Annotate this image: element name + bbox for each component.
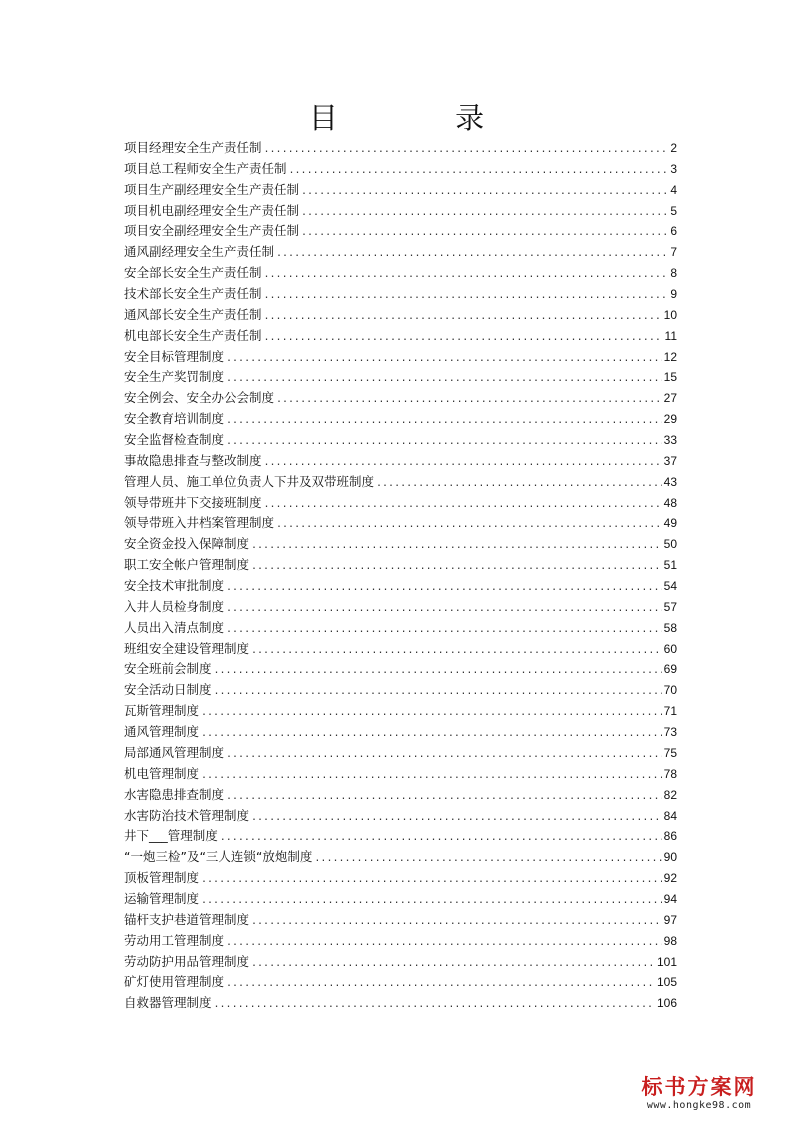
toc-entry-title: 运输管理制度: [124, 890, 200, 906]
toc-entry-title: 井下___管理制度: [124, 828, 218, 844]
toc-entry-page-number: 75: [663, 745, 677, 760]
toc-entry-page-number: 10: [663, 307, 677, 322]
toc-dot-leader: [251, 557, 662, 578]
toc-dot-leader: [289, 161, 669, 182]
toc-entry[interactable]: [124, 201, 677, 222]
toc-entry[interactable]: [124, 326, 677, 347]
toc-entry-page-number: 54: [663, 579, 677, 594]
toc-entry-title: 顶板管理制度: [124, 870, 200, 886]
watermark-url: www.hongke98.com: [646, 1100, 752, 1111]
toc-entry-page-number: 4: [670, 182, 677, 197]
toc-entry[interactable]: [124, 409, 677, 430]
toc-dot-leader: [301, 182, 668, 203]
toc-dot-leader: [264, 265, 669, 286]
watermark-logo: [619, 1074, 779, 1112]
toc-entry-page-number: 49: [663, 516, 677, 531]
toc-entry[interactable]: [124, 242, 677, 263]
toc-entry[interactable]: [124, 472, 677, 493]
toc-entry[interactable]: [124, 743, 677, 764]
toc-entry-title: 矿灯使用管理制度: [124, 974, 225, 990]
toc-entry-page-number: 69: [663, 662, 677, 677]
toc-dot-leader: [251, 536, 662, 557]
toc-entry-title: 领导带班井下交接班制度: [124, 494, 262, 510]
toc-entry[interactable]: [124, 347, 677, 368]
toc-entry-title: 安全监督检查制度: [124, 432, 225, 448]
toc-entry-title: 安全班前会制度: [124, 661, 212, 677]
toc-dot-leader: [314, 849, 661, 870]
toc-entry-title: 锚杆支护巷道管理制度: [124, 911, 250, 927]
toc-dot-leader: [376, 474, 662, 495]
toc-dot-leader: [264, 286, 669, 307]
toc-dot-leader: [264, 307, 662, 328]
toc-entry-page-number: 60: [663, 641, 677, 656]
toc-entry-title: 安全目标管理制度: [124, 348, 225, 364]
toc-dot-leader: [201, 766, 662, 787]
toc-entry[interactable]: [124, 931, 677, 952]
toc-entry[interactable]: [124, 367, 677, 388]
toc-entry-title: 班组安全建设管理制度: [124, 640, 250, 656]
toc-entry[interactable]: [124, 764, 677, 785]
toc-entry-title: 项目安全副经理安全生产责任制: [124, 223, 300, 239]
toc-entry-page-number: 27: [663, 391, 677, 406]
toc-dot-leader: [201, 703, 662, 724]
toc-entry[interactable]: [124, 868, 677, 889]
toc-entry-title: 管理人员、施工单位负责人下井及双带班制度: [124, 473, 375, 489]
toc-entry[interactable]: [124, 847, 677, 868]
toc-entry-page-number: 51: [663, 558, 677, 573]
toc-entry-title: 安全例会、安全办公会制度: [124, 390, 275, 406]
toc-entry-title: 安全生产奖罚制度: [124, 369, 225, 385]
toc-entry[interactable]: [124, 910, 677, 931]
toc-entry-page-number: 8: [670, 266, 677, 281]
page-title: 目 录: [308, 101, 539, 135]
toc-entry-page-number: 9: [670, 287, 677, 302]
toc-entry-title: 劳动用工管理制度: [124, 932, 225, 948]
toc-entry[interactable]: [124, 618, 677, 639]
toc-dot-leader: [276, 390, 662, 411]
toc-entry[interactable]: [124, 659, 677, 680]
toc-entry[interactable]: [124, 451, 677, 472]
toc-dot-leader: [226, 933, 662, 954]
toc-dot-leader: [214, 995, 655, 1016]
toc-entry-page-number: 50: [663, 537, 677, 552]
toc-dot-leader: [226, 974, 655, 995]
toc-entry-page-number: 71: [663, 704, 677, 719]
toc-entry[interactable]: [124, 534, 677, 555]
toc-dot-leader: [251, 641, 662, 662]
toc-entry-title: 事故隐患排查与整改制度: [124, 452, 262, 468]
toc-entry-page-number: 29: [663, 412, 677, 427]
toc-entry-title: 安全活动日制度: [124, 682, 212, 698]
toc-entry-page-number: 48: [663, 495, 677, 510]
toc-entry[interactable]: [124, 388, 677, 409]
toc-dot-leader: [214, 661, 662, 682]
toc-dot-leader: [220, 828, 662, 849]
toc-entry-page-number: 70: [663, 683, 677, 698]
toc-entry[interactable]: [124, 701, 677, 722]
toc-dot-leader: [226, 349, 662, 370]
toc-entry-title: 领导带班入井档案管理制度: [124, 515, 275, 531]
toc-dot-leader: [226, 432, 662, 453]
toc-dot-leader: [201, 724, 662, 745]
toc-entry-title: 入井人员检身制度: [124, 598, 225, 614]
toc-entry[interactable]: [124, 430, 677, 451]
toc-entry[interactable]: [124, 493, 677, 514]
toc-entry-page-number: 58: [663, 620, 677, 635]
toc-entry[interactable]: [124, 221, 677, 242]
toc-entry[interactable]: [124, 826, 677, 847]
toc-entry-page-number: 94: [663, 891, 677, 906]
toc-entry[interactable]: [124, 972, 677, 993]
toc-entry-title: 通风管理制度: [124, 724, 200, 740]
toc-entry-title: 劳动防护用品管理制度: [124, 953, 250, 969]
toc-entry[interactable]: [124, 785, 677, 806]
toc-entry-page-number: 92: [663, 871, 677, 886]
watermark-name: 标书方案网: [641, 1074, 757, 1099]
toc-entry-page-number: 82: [663, 787, 677, 802]
toc-entry-title: 瓦斯管理制度: [124, 703, 200, 719]
toc-entry-title: 机电部长安全生产责任制: [124, 327, 262, 343]
toc-dot-leader: [201, 870, 662, 891]
toc-dot-leader: [226, 599, 662, 620]
toc-dot-leader: [264, 453, 662, 474]
toc-entry-page-number: 5: [670, 203, 677, 218]
toc-entry-title: 职工安全帐户管理制度: [124, 557, 250, 573]
toc-entry-title: 安全教育培训制度: [124, 411, 225, 427]
toc-entry[interactable]: [124, 180, 677, 201]
toc-dot-leader: [226, 369, 662, 390]
toc-entry-page-number: 97: [663, 912, 677, 927]
toc-entry[interactable]: [124, 639, 677, 660]
toc-entry-title: 人员出入清点制度: [124, 619, 225, 635]
toc-entry[interactable]: [124, 555, 677, 576]
table-of-contents: [124, 138, 677, 1014]
toc-entry-title: “一炮三检”及“三人连锁“放炮制度: [124, 849, 313, 865]
toc-dot-leader: [276, 515, 662, 536]
toc-entry-title: 项目生产副经理安全生产责任制: [124, 181, 300, 197]
toc-entry[interactable]: [124, 159, 677, 180]
toc-dot-leader: [226, 578, 662, 599]
toc-entry[interactable]: [124, 284, 677, 305]
toc-dot-leader: [301, 223, 668, 244]
toc-entry-title: 机电管理制度: [124, 765, 200, 781]
toc-entry-page-number: 105: [656, 975, 677, 990]
toc-entry-page-number: 101: [656, 954, 677, 969]
toc-entry-title: 安全技术审批制度: [124, 578, 225, 594]
toc-entry-page-number: 73: [663, 725, 677, 740]
toc-entry[interactable]: [124, 993, 677, 1014]
toc-entry[interactable]: [124, 806, 677, 827]
toc-entry[interactable]: [124, 722, 677, 743]
toc-entry-page-number: 12: [663, 349, 677, 364]
toc-entry-title: 项目经理安全生产责任制: [124, 140, 262, 155]
toc-entry-title: 项目机电副经理安全生产责任制: [124, 202, 300, 218]
toc-dot-leader: [264, 328, 663, 349]
toc-entry-page-number: 43: [663, 474, 677, 489]
toc-entry-page-number: 78: [663, 766, 677, 781]
toc-entry-title: 局部通风管理制度: [124, 744, 225, 760]
toc-dot-leader: [226, 411, 662, 432]
toc-entry[interactable]: [124, 680, 677, 701]
toc-entry-title: 水害防治技术管理制度: [124, 807, 250, 823]
toc-entry-page-number: 57: [663, 599, 677, 614]
toc-entry[interactable]: [124, 889, 677, 910]
toc-entry-page-number: 106: [656, 996, 677, 1011]
toc-dot-leader: [251, 954, 655, 975]
toc-dot-leader: [276, 244, 668, 265]
toc-entry-page-number: 2: [670, 141, 677, 155]
toc-entry[interactable]: [124, 305, 677, 326]
toc-entry-page-number: 84: [663, 808, 677, 823]
toc-entry[interactable]: [124, 513, 677, 534]
toc-entry-page-number: 3: [670, 161, 677, 176]
toc-entry-page-number: 15: [663, 370, 677, 385]
toc-dot-leader: [301, 203, 668, 224]
toc-entry-title: 自救器管理制度: [124, 995, 212, 1011]
toc-entry-title: 水害隐患排查制度: [124, 786, 225, 802]
toc-dot-leader: [226, 620, 662, 641]
toc-entry-title: 安全部长安全生产责任制: [124, 265, 262, 281]
toc-entry-page-number: 86: [663, 829, 677, 844]
toc-entry-title: 安全资金投入保障制度: [124, 536, 250, 552]
toc-dot-leader: [201, 891, 662, 912]
toc-entry[interactable]: [124, 138, 677, 159]
toc-entry-title: 项目总工程师安全生产责任制: [124, 160, 287, 176]
toc-entry-page-number: 90: [663, 850, 677, 865]
toc-entry[interactable]: [124, 263, 677, 284]
toc-entry[interactable]: [124, 597, 677, 618]
toc-dot-leader: [251, 912, 662, 933]
toc-dot-leader: [251, 808, 662, 829]
toc-dot-leader: [264, 495, 662, 516]
toc-entry[interactable]: [124, 952, 677, 973]
toc-entry-title: 技术部长安全生产责任制: [124, 286, 262, 302]
toc-entry-page-number: 6: [670, 224, 677, 239]
toc-dot-leader: [264, 140, 669, 161]
toc-dot-leader: [226, 787, 662, 808]
toc-dot-leader: [214, 682, 662, 703]
toc-entry-page-number: 33: [663, 433, 677, 448]
toc-entry-title: 通风部长安全生产责任制: [124, 306, 262, 322]
toc-entry-page-number: 11: [664, 328, 677, 343]
toc-entry[interactable]: [124, 576, 677, 597]
toc-dot-leader: [226, 745, 662, 766]
toc-entry-page-number: 37: [663, 453, 677, 468]
toc-entry-title: 通风副经理安全生产责任制: [124, 244, 275, 260]
toc-entry-page-number: 98: [663, 933, 677, 948]
toc-entry-page-number: 7: [670, 245, 677, 260]
